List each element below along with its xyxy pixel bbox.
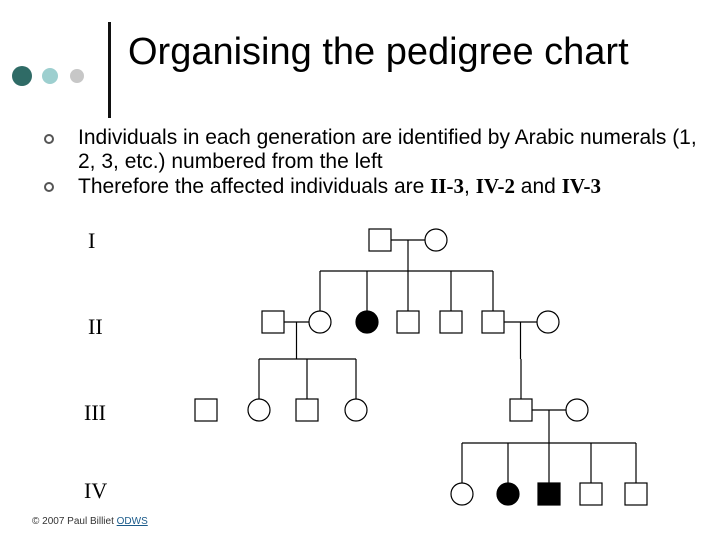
female-circle-iii-2: [248, 399, 270, 421]
footer: [32, 516, 148, 527]
footer-text: © 2007 Paul Billiet: [32, 516, 117, 527]
affected-male-square-iv-3: [538, 483, 560, 505]
male-square-iii-1: [195, 399, 217, 421]
slide-title: Organising the pedigree chart: [128, 31, 629, 73]
generation-label-iii: III: [84, 400, 106, 425]
affected-label: II-3: [430, 174, 465, 198]
female-circle-iv-1: [451, 483, 473, 505]
affected-label: IV-3: [561, 174, 601, 198]
female-circle-i-2: [425, 229, 447, 251]
affected-label: IV-2: [475, 174, 515, 198]
separator-text: and: [514, 175, 562, 198]
bullet-text: Individuals in each generation are identified by Arabic numerals (1, 2, 3, etc.) numbered from the left: [78, 126, 697, 173]
generation-label-i: I: [88, 228, 96, 253]
female-circle-iii-6: [566, 399, 588, 421]
affected-female-circle-ii-3: [356, 311, 378, 333]
male-square-iv-5: [625, 483, 647, 505]
generation-label-iv: IV: [84, 478, 108, 503]
bullet-text: Therefore the affected individuals are: [78, 175, 431, 198]
male-square-i-1: [369, 229, 391, 251]
male-square-ii-4: [397, 311, 419, 333]
footer-link[interactable]: ODWS: [116, 516, 148, 527]
female-circle-ii-7: [537, 311, 559, 333]
male-square-iii-3: [296, 399, 318, 421]
separator-text: ,: [464, 175, 476, 198]
generation-label-ii: II: [88, 314, 103, 339]
female-circle-iii-4: [345, 399, 367, 421]
male-square-ii-1: [262, 311, 284, 333]
affected-female-circle-iv-2: [497, 483, 519, 505]
female-circle-ii-2: [309, 311, 331, 333]
male-square-ii-5: [440, 311, 462, 333]
male-square-ii-6: [482, 311, 504, 333]
male-square-iii-5: [510, 399, 532, 421]
male-square-iv-4: [580, 483, 602, 505]
